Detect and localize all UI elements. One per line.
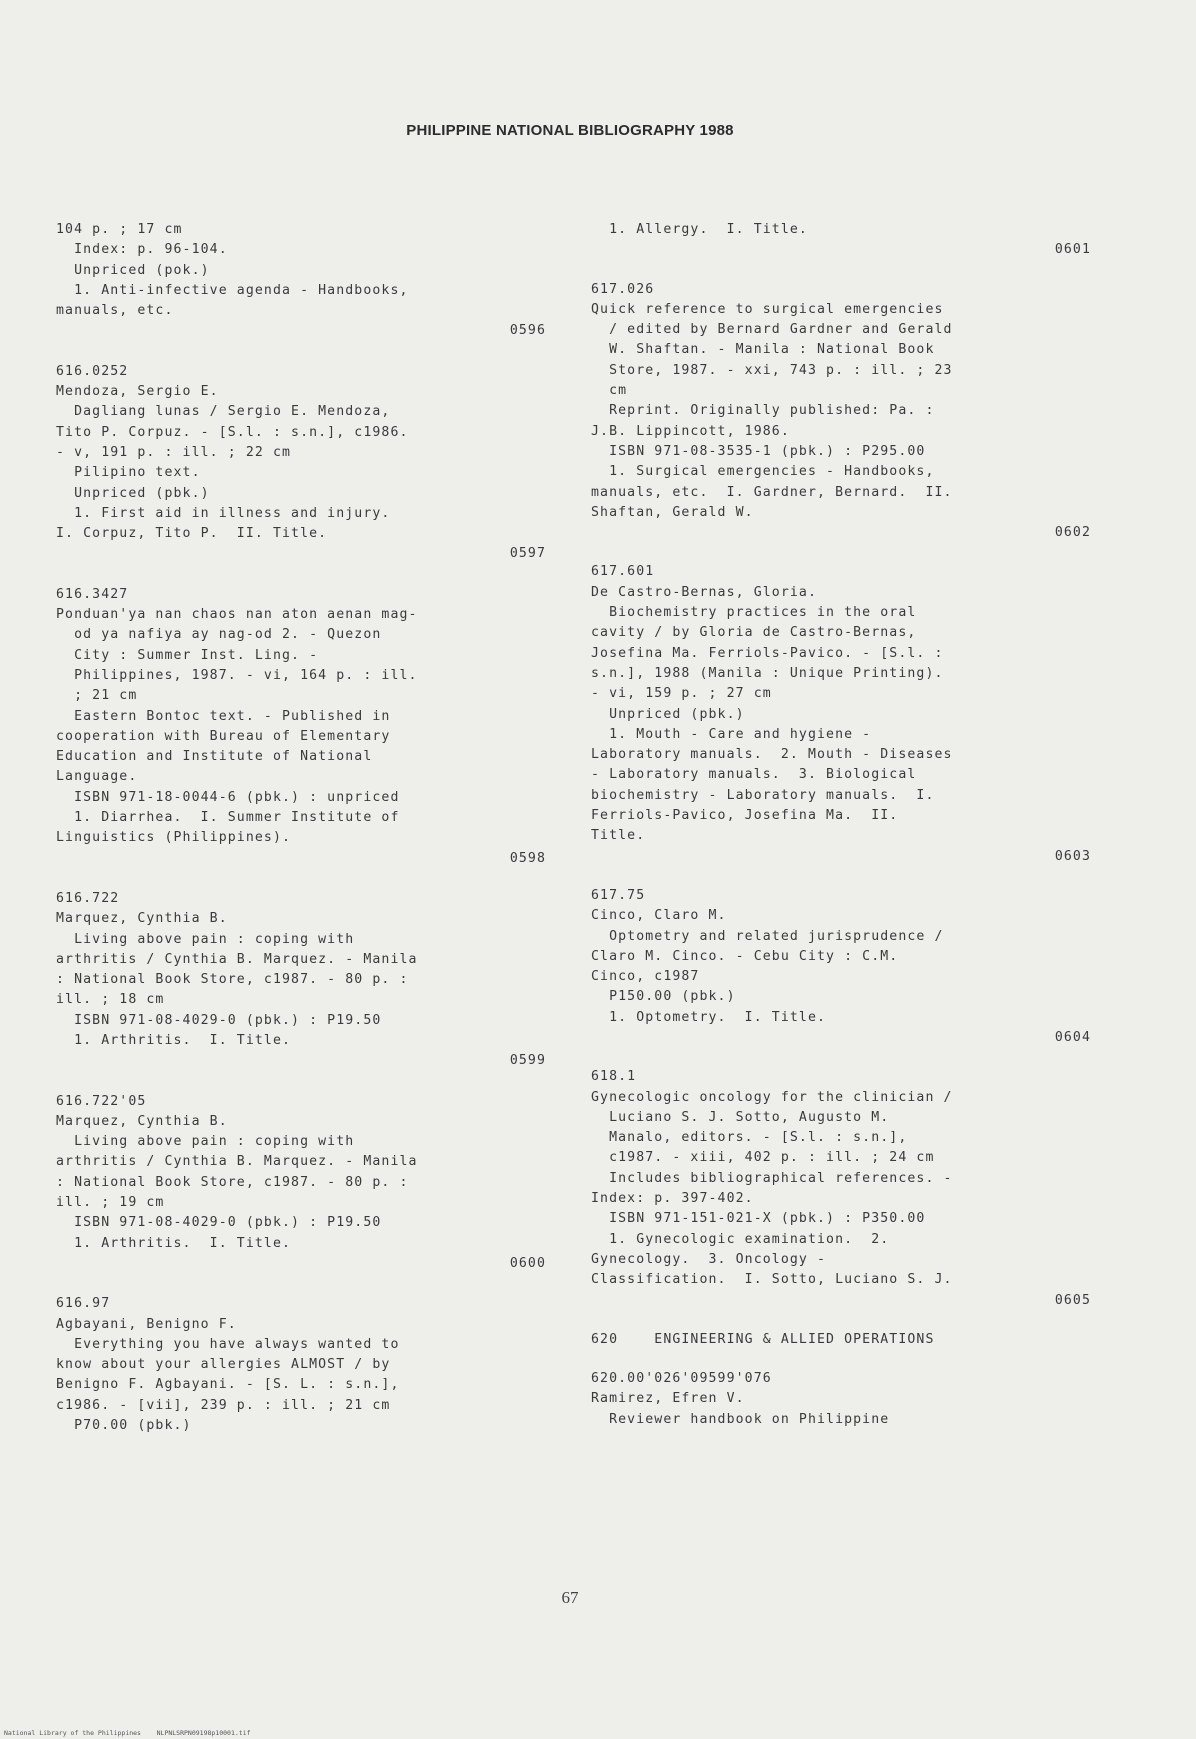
entry-line: 616.722: [56, 890, 120, 906]
entry-line: Claro M. Cinco. - Cebu City : C.M.: [591, 948, 899, 964]
entry-line: : National Book Store, c1987. - 80 p. :: [56, 1174, 409, 1190]
entry-line: Living above pain : coping with: [56, 1134, 355, 1150]
bibliography-entry: [591, 1067, 1091, 1311]
scan-footer: National Library of the Philippines NLPNLSRPN09198p10001.tif: [4, 1729, 251, 1737]
entry-line: Gynecologic oncology for the clinician /: [591, 1089, 953, 1105]
entry-separator: [591, 1311, 1091, 1330]
entry-number: 0600: [509, 1255, 546, 1271]
entry-line: 1. Allergy. I. Title.: [591, 222, 808, 237]
entry-separator: [591, 261, 1091, 280]
entry-line: Marquez, Cynthia B.: [56, 1113, 228, 1129]
entry-line: 1. First aid in illness and injury.: [56, 505, 391, 521]
entry-line: Luciano S. J. Sotto, Augusto M.: [591, 1109, 890, 1125]
bibliography-entry: [56, 585, 546, 869]
entry-line: P70.00 (pbk.): [56, 1418, 192, 1434]
entry-line: 616.0252: [56, 363, 129, 379]
entry-line: 1. Arthritis. I. Title.: [56, 1235, 292, 1251]
entry-line: Includes bibliographical references. -: [591, 1170, 953, 1186]
entry-line: od ya nafiya ay nag-od 2. - Quezon: [56, 627, 382, 643]
entry-line: 616.97: [56, 1296, 111, 1312]
entry-line: Index: p. 96-104.: [56, 242, 228, 258]
entry-number: 0603: [1054, 848, 1091, 864]
entry-line: Josefina Ma. Ferriols-Pavico. - [S.l. :: [591, 645, 944, 661]
bibliography-entry: [591, 1369, 1091, 1430]
entry-line: / edited by Bernard Gardner and Gerald: [591, 322, 953, 338]
entry-line: ill. ; 18 cm: [56, 992, 165, 1008]
entry-line: 1. Anti-infective agenda - Handbooks,: [56, 282, 409, 298]
entry-line: Tito P. Corpuz. - [S.l. : s.n.], c1986.: [56, 424, 409, 440]
entry-line: 616.722'05: [56, 1093, 147, 1109]
entry-line: : National Book Store, c1987. - 80 p. :: [56, 972, 409, 988]
entry-line: Eastern Bontoc text. - Published in: [56, 708, 391, 724]
entry-line: City : Summer Inst. Ling. -: [56, 647, 319, 663]
entry-line: ISBN 971-151-021-X (pbk.) : P350.00: [591, 1211, 926, 1227]
entry-number: 0602: [1054, 525, 1091, 541]
entry-line: Ramirez, Efren V.: [591, 1391, 745, 1407]
entry-line: cm: [591, 383, 628, 399]
page-title: PHILIPPINE NATIONAL BIBLIOGRAPHY 1988: [406, 122, 734, 139]
bibliography-entry: [591, 1330, 1091, 1350]
entry-separator: [56, 1072, 546, 1092]
entry-number: 0599: [509, 1053, 546, 1069]
entry-line: 1. Diarrhea. I. Summer Institute of: [56, 810, 400, 826]
entry-separator: [591, 1048, 1091, 1067]
entry-line: - vi, 159 p. ; 27 cm: [591, 686, 772, 702]
entry-line: Unpriced (pbk.): [591, 706, 745, 722]
entry-line: cavity / by Gloria de Castro-Bernas,: [591, 625, 917, 641]
entry-line: W. Shaftan. - Manila : National Book: [591, 342, 935, 358]
right-column: [591, 220, 1091, 1430]
entry-line: Gynecology. 3. Oncology -: [591, 1251, 827, 1267]
entry-line: Agbayani, Benigno F.: [56, 1316, 237, 1332]
entry-line: arthritis / Cynthia B. Marquez. - Manila: [56, 1154, 418, 1170]
entry-line: arthritis / Cynthia B. Marquez. - Manila: [56, 951, 418, 967]
entry-line: Cinco, c1987: [591, 969, 700, 985]
entry-line: - v, 191 p. : ill. ; 22 cm: [56, 444, 292, 460]
entry-line: Everything you have always wanted to: [56, 1336, 400, 1352]
entry-line: 1. Arthritis. I. Title.: [56, 1032, 292, 1048]
entry-line: ISBN 971-08-3535-1 (pbk.) : P295.00: [591, 443, 926, 459]
entry-line: Living above pain : coping with: [56, 931, 355, 947]
entry-line: Pilipino text.: [56, 465, 201, 481]
entry-line: Cinco, Claro M.: [591, 908, 727, 924]
entry-line: Ferriols-Pavico, Josefina Ma. II.: [591, 808, 899, 824]
bibliography-entry: [56, 889, 546, 1072]
entry-line: manuals, etc.: [56, 303, 174, 319]
entry-line: Biochemistry practices in the oral: [591, 605, 917, 621]
entry-separator: [591, 1350, 1091, 1369]
entry-line: Benigno F. Agbayani. - [S. L. : s.n.],: [56, 1377, 400, 1393]
entry-separator: [56, 342, 546, 362]
entry-number: 0605: [1054, 1292, 1091, 1308]
entry-line: ISBN 971-08-4029-0 (pbk.) : P19.50: [56, 1215, 382, 1231]
entry-number: 0601: [1054, 242, 1091, 258]
entry-line: 620 ENGINEERING & ALLIED OPERATIONS: [591, 1331, 935, 1347]
entry-line: manuals, etc. I. Gardner, Bernard. II.: [591, 484, 953, 500]
entry-line: Education and Institute of National: [56, 749, 373, 765]
entry-line: Marquez, Cynthia B.: [56, 911, 228, 927]
entry-line: Ponduan'ya nan chaos nan aton aenan mag-: [56, 607, 418, 623]
page-number: 67: [561, 1588, 579, 1607]
bibliography-entry: [56, 362, 546, 565]
entry-line: 1. Surgical emergencies - Handbooks,: [591, 464, 935, 480]
entry-line: Language.: [56, 769, 138, 785]
entry-line: J.B. Lippincott, 1986.: [591, 423, 790, 439]
entry-line: Manalo, editors. - [S.l. : s.n.],: [591, 1130, 908, 1146]
entry-line: De Castro-Bernas, Gloria.: [591, 584, 817, 600]
entry-line: Reviewer handbook on Philippine: [591, 1411, 890, 1427]
bibliography-entry: [591, 280, 1091, 544]
entry-line: Linguistics (Philippines).: [56, 830, 292, 846]
entry-line: cooperation with Bureau of Elementary: [56, 728, 391, 744]
entry-line: Classification. I. Sotto, Luciano S. J.: [591, 1272, 953, 1288]
entry-line: 1. Mouth - Care and hygiene -: [591, 726, 872, 742]
entry-line: 617.026: [591, 281, 655, 297]
entry-line: ISBN 971-18-0044-6 (pbk.) : unpriced: [56, 789, 400, 805]
entry-line: s.n.], 1988 (Manila : Unique Printing).: [591, 665, 944, 681]
entry-line: P150.00 (pbk.): [591, 989, 736, 1005]
entry-line: Unpriced (pbk.): [56, 485, 210, 501]
entry-line: Laboratory manuals. 2. Mouth - Diseases: [591, 747, 953, 763]
entry-line: Quick reference to surgical emergencies: [591, 301, 944, 317]
entry-line: 617.75: [591, 887, 646, 903]
entry-separator: [591, 867, 1091, 886]
entry-line: c1986. - [vii], 239 p. : ill. ; 21 cm: [56, 1397, 391, 1413]
entry-line: 617.601: [591, 564, 655, 580]
entry-line: 104 p. ; 17 cm: [56, 222, 183, 237]
entry-line: Store, 1987. - xxi, 743 p. : ill. ; 23: [591, 362, 953, 378]
entry-number: 0596: [509, 323, 546, 339]
entry-line: 616.3427: [56, 586, 129, 602]
entry-separator: [56, 869, 546, 889]
entry-line: 1. Optometry. I. Title.: [591, 1009, 827, 1025]
entry-separator: [56, 565, 546, 585]
bibliography-entry: [591, 562, 1091, 866]
entry-line: Unpriced (pok.): [56, 262, 210, 278]
entry-line: biochemistry - Laboratory manuals. I.: [591, 787, 935, 803]
entry-line: Reprint. Originally published: Pa. :: [591, 403, 935, 419]
bibliography-entry: [591, 220, 1091, 261]
bibliography-entry: [56, 220, 546, 342]
entry-line: Mendoza, Sergio E.: [56, 384, 219, 400]
entry-line: Dagliang lunas / Sergio E. Mendoza,: [56, 404, 391, 420]
entry-number: 0598: [509, 850, 546, 866]
entry-line: ; 21 cm: [56, 688, 138, 704]
entry-line: Optometry and related jurisprudence /: [591, 928, 944, 944]
entry-line: ill. ; 19 cm: [56, 1195, 165, 1211]
bibliography-entry: [56, 1294, 546, 1436]
entry-separator: [591, 543, 1091, 562]
entry-line: 1. Gynecologic examination. 2.: [591, 1231, 890, 1247]
bibliography-entry: [56, 1092, 546, 1275]
entry-line: Index: p. 397-402.: [591, 1191, 754, 1207]
entry-separator: [56, 1274, 546, 1294]
entry-number: 0604: [1054, 1029, 1091, 1045]
entry-line: 620.00'026'09599'076: [591, 1371, 772, 1387]
entry-line: 618.1: [591, 1069, 637, 1085]
entry-line: I. Corpuz, Tito P. II. Title.: [56, 526, 328, 542]
entry-line: - Laboratory manuals. 3. Biological: [591, 767, 917, 783]
left-column: [56, 220, 546, 1436]
entry-line: Title.: [591, 828, 646, 844]
entry-number: 0597: [509, 546, 546, 562]
entry-line: c1987. - xiii, 402 p. : ill. ; 24 cm: [591, 1150, 935, 1166]
entry-line: Philippines, 1987. - vi, 164 p. : ill.: [56, 667, 418, 683]
entry-line: Shaftan, Gerald W.: [591, 504, 754, 520]
entry-line: ISBN 971-08-4029-0 (pbk.) : P19.50: [56, 1012, 382, 1028]
entry-line: know about your allergies ALMOST / by: [56, 1357, 391, 1373]
bibliography-entry: [591, 886, 1091, 1048]
